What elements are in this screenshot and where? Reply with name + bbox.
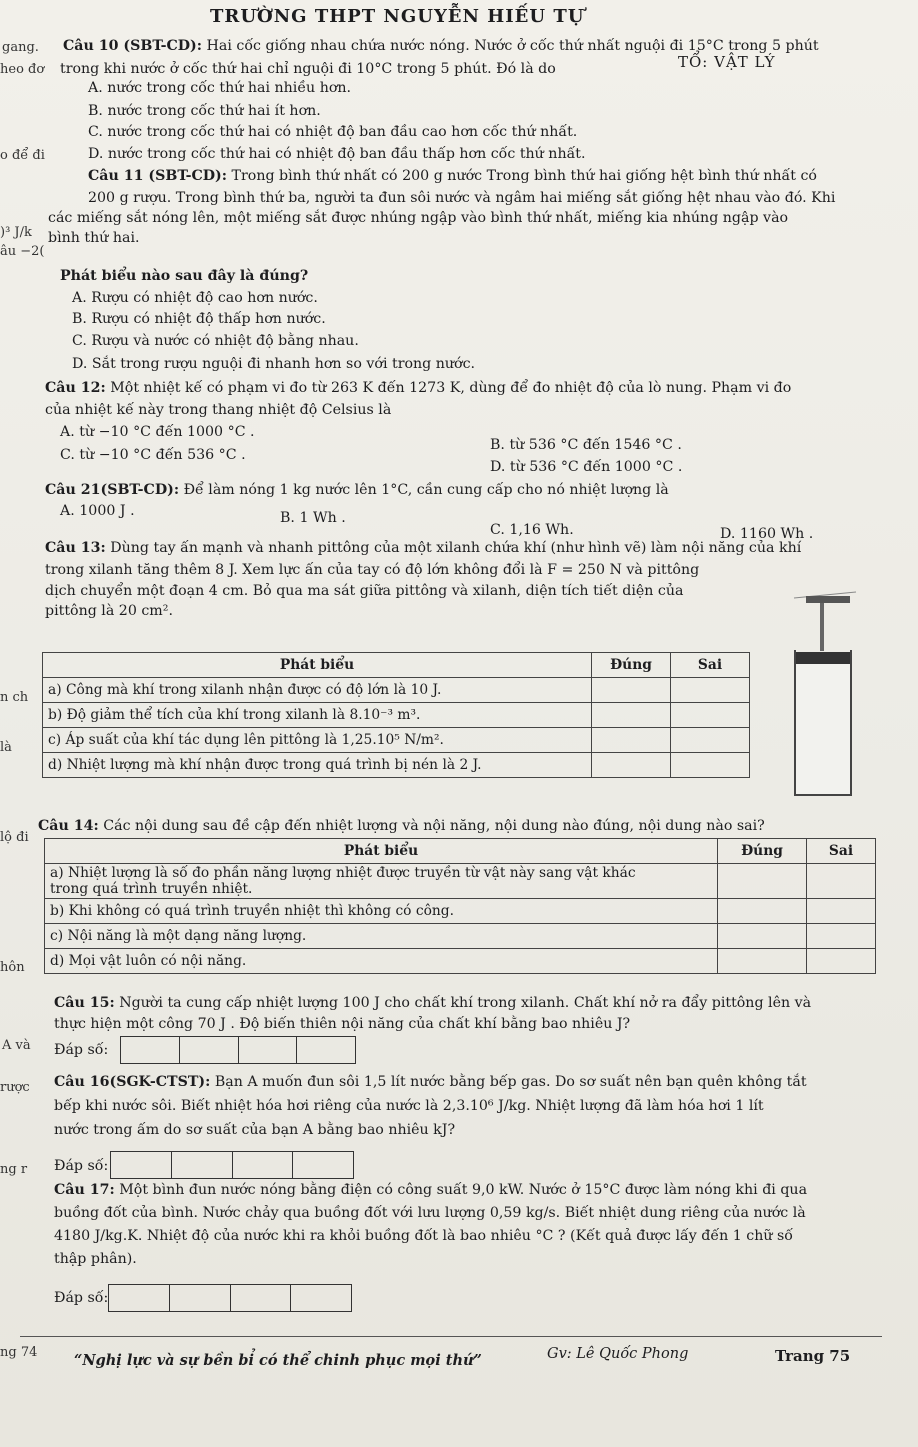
q14-table <box>44 838 876 974</box>
q14-stem: Câu 14: Các nội dung sau đề cập đến nhiệt lượng và nội năng, nội dung nào đúng, nội dung nào sai? <box>38 818 765 834</box>
true-checkbox-cell[interactable] <box>592 728 671 753</box>
q15-stem-line2: thực hiện một công 70 J . Độ biến thiên nội năng của chất khí bằng bao nhiêu J? <box>54 1016 631 1032</box>
q11-option-d: D. Sắt trong rượu nguội đi nhanh hơn so với trong nước. <box>72 356 476 372</box>
false-checkbox-cell[interactable] <box>671 678 750 703</box>
footer-teacher: Gv: Lê Quốc Phong <box>547 1346 689 1362</box>
piston-cylinder-figure <box>786 590 878 800</box>
edge-fragment: heo đơ <box>0 62 45 77</box>
q14-col-true: Đúng <box>718 839 807 864</box>
table-row: b) Khi không có quá trình truyền nhiệt thì không có công. <box>45 899 718 924</box>
q12-option-b: B. từ 536 °C đến 1546 °C . <box>490 437 682 453</box>
q17-answer-input[interactable] <box>108 1284 352 1312</box>
q14-col-statement: Phát biểu <box>45 839 718 864</box>
q12-stem-line2: của nhiệt kế này trong thang nhiệt độ Celsius là <box>45 402 392 418</box>
false-checkbox-cell[interactable] <box>671 728 750 753</box>
q12-option-c: C. từ −10 °C đến 536 °C . <box>60 447 246 463</box>
q21-option-b: B. 1 Wh . <box>280 510 346 526</box>
true-checkbox-cell[interactable] <box>592 753 671 778</box>
true-checkbox-cell[interactable] <box>592 678 671 703</box>
q16-answer-input[interactable] <box>110 1151 354 1179</box>
q15-answer-input[interactable] <box>120 1036 356 1064</box>
true-checkbox-cell[interactable] <box>718 949 807 974</box>
edge-fragment: rược <box>0 1080 30 1095</box>
q10-option-c: C. nước trong cốc thứ hai có nhiệt độ ban đầu cao hơn cốc thứ nhất. <box>88 124 578 140</box>
q10-stem-line2: trong khi nước ở cốc thứ hai chỉ nguội đi 10°C trong 5 phút. Đó là do <box>60 61 556 77</box>
edge-fragment: gang. <box>2 40 39 55</box>
true-checkbox-cell[interactable] <box>718 899 807 924</box>
false-checkbox-cell[interactable] <box>671 703 750 728</box>
q13-stem: Câu 13: Dùng tay ấn mạnh và nhanh pittông của một xilanh chứa khí (như hình vẽ) làm nội năng của khí <box>45 540 802 556</box>
table-row: d) Mọi vật luôn có nội năng. <box>45 949 718 974</box>
q17-stem: Câu 17: Một bình đun nước nóng bằng điện có công suất 9,0 kW. Nước ở 15°C được làm nóng khi đi qua <box>54 1182 808 1198</box>
false-checkbox-cell[interactable] <box>807 864 876 899</box>
q15-answer-label: Đáp số: <box>54 1042 109 1058</box>
q13-col-statement: Phát biểu <box>43 653 592 678</box>
false-checkbox-cell[interactable] <box>807 949 876 974</box>
q11-stem: Câu 11 (SBT-CD): Trong bình thứ nhất có 200 g nước Trong bình thứ hai giống hệt bình thứ nhất có <box>88 168 817 184</box>
q12-stem: Câu 12: Một nhiệt kế có phạm vi đo từ 263 K đến 1273 K, dùng để đo nhiệt độ của lò nung. Phạm vi đo <box>45 380 792 396</box>
edge-fragment: ng r <box>0 1162 28 1177</box>
edge-fragment: n ch <box>0 690 29 705</box>
q21-option-a: A. 1000 J . <box>60 503 135 519</box>
q16-stem-line2: bếp khi nước sôi. Biết nhiệt hóa hơi riêng của nước là 2,3.10⁶ J/kg. Nhiệt lượng đã làm hóa hơi 1 lít <box>54 1098 764 1114</box>
q13-stem-line4: pittông là 20 cm². <box>45 603 173 619</box>
true-checkbox-cell[interactable] <box>718 924 807 949</box>
q11-prompt: Phát biểu nào sau đây là đúng? <box>60 268 309 284</box>
q11-stem-line3: các miếng sắt nóng lên, một miếng sắt được nhúng ngập vào bình thứ nhất, miếng kia nhúng ngập vào <box>48 210 789 226</box>
department-name: TỔ: VẬT LÝ <box>678 53 776 71</box>
q12-option-a: A. từ −10 °C đến 1000 °C . <box>60 424 255 440</box>
edge-fragment: hôn <box>0 960 25 975</box>
q11-stem-line4: bình thứ hai. <box>48 230 140 246</box>
q11-stem-line2: 200 g rượu. Trong bình thứ ba, người ta đun sôi nước và ngâm hai miếng sắt giống hệt nhau vào đó. Khi <box>88 190 836 206</box>
q13-col-true: Đúng <box>592 653 671 678</box>
q21-option-c: C. 1,16 Wh. <box>490 522 574 538</box>
true-checkbox-cell[interactable] <box>592 703 671 728</box>
edge-fragment: ng 74 <box>0 1345 38 1360</box>
table-row: a) Công mà khí trong xilanh nhận được có độ lớn là 10 J. <box>43 678 592 703</box>
q10-option-b: B. nước trong cốc thứ hai ít hơn. <box>88 103 321 119</box>
page-number: Trang 75 <box>775 1347 851 1365</box>
true-checkbox-cell[interactable] <box>718 864 807 899</box>
q16-stem-line3: nước trong ấm do sơ suất của bạn A bằng bao nhiêu kJ? <box>54 1122 456 1138</box>
q17-stem-line4: thập phân). <box>54 1251 137 1267</box>
q17-answer-label: Đáp số: <box>54 1290 109 1306</box>
footer-rule <box>20 1336 882 1337</box>
q10-stem: Câu 10 (SBT-CD): Hai cốc giống nhau chứa nước nóng. Nước ở cốc thứ nhất nguội đi 15°C trong 5 phút <box>63 38 819 54</box>
false-checkbox-cell[interactable] <box>671 753 750 778</box>
q13-table <box>42 652 750 778</box>
edge-fragment: A và <box>2 1038 31 1053</box>
q21-option-d: D. 1160 Wh . <box>720 526 814 542</box>
edge-fragment: là <box>0 740 12 755</box>
table-row: b) Độ giảm thể tích của khí trong xilanh là 8.10⁻³ m³. <box>43 703 592 728</box>
q16-answer-label: Đáp số: <box>54 1158 109 1174</box>
q16-stem: Câu 16(SGK-CTST): Bạn A muốn đun sôi 1,5 lít nước bằng bếp gas. Do sơ suất nên bạn quên không tắt <box>54 1074 807 1090</box>
q10-option-a: A. nước trong cốc thứ hai nhiều hơn. <box>88 80 352 96</box>
q14-col-false: Sai <box>807 839 876 864</box>
table-row: a) Nhiệt lượng là số đo phần năng lượng nhiệt được truyền từ vật này sang vật khác trong quá trình truyền nhiệt. <box>45 864 718 899</box>
q17-stem-line2: buồng đốt của bình. Nước chảy qua buồng đốt với lưu lượng 0,59 kg/s. Biết nhiệt dung riêng của nước là <box>54 1205 806 1221</box>
edge-fragment: )³ J/k <box>0 225 32 240</box>
edge-fragment: lộ đi <box>0 830 29 845</box>
q10-option-d: D. nước trong cốc thứ hai có nhiệt độ ban đầu thấp hơn cốc thứ nhất. <box>88 146 586 162</box>
q11-option-b: B. Rượu có nhiệt độ thấp hơn nước. <box>72 311 326 327</box>
q13-stem-line3: dịch chuyển một đoạn 4 cm. Bỏ qua ma sát giữa pittông và xilanh, diện tích tiết diện của <box>45 583 684 599</box>
footer-motto: “Nghị lực và sự bền bỉ có thể chinh phục mọi thứ” <box>74 1352 482 1369</box>
q15-stem: Câu 15: Người ta cung cấp nhiệt lượng 100 J cho chất khí trong xilanh. Chất khí nở ra đẩy pittông lên và <box>54 995 812 1011</box>
table-row: c) Áp suất của khí tác dụng lên pittông là 1,25.10⁵ N/m². <box>43 728 592 753</box>
q21-stem: Câu 21(SBT-CD): Để làm nóng 1 kg nước lên 1°C, cần cung cấp cho nó nhiệt lượng là <box>45 482 669 498</box>
q13-col-false: Sai <box>671 653 750 678</box>
q13-stem-line2: trong xilanh tăng thêm 8 J. Xem lực ấn của tay có độ lớn không đổi là F = 250 N và pittông <box>45 562 700 578</box>
false-checkbox-cell[interactable] <box>807 924 876 949</box>
school-name: TRƯỜNG THPT NGUYỄN HIẾU TỰ <box>210 6 585 27</box>
edge-fragment: âu −2( <box>0 244 45 259</box>
q11-option-c: C. Rượu và nước có nhiệt độ bằng nhau. <box>72 333 359 349</box>
q12-option-d: D. từ 536 °C đến 1000 °C . <box>490 459 683 475</box>
q17-stem-line3: 4180 J/kg.K. Nhiệt độ của nước khi ra khỏi buồng đốt là bao nhiêu °C ? (Kết quả được lấy đến 1 chữ số <box>54 1228 793 1244</box>
edge-fragment: o để đi <box>0 148 45 163</box>
false-checkbox-cell[interactable] <box>807 899 876 924</box>
table-row: c) Nội năng là một dạng năng lượng. <box>45 924 718 949</box>
q11-option-a: A. Rượu có nhiệt độ cao hơn nước. <box>72 290 318 306</box>
table-row: d) Nhiệt lượng mà khí nhận được trong quá trình bị nén là 2 J. <box>43 753 592 778</box>
